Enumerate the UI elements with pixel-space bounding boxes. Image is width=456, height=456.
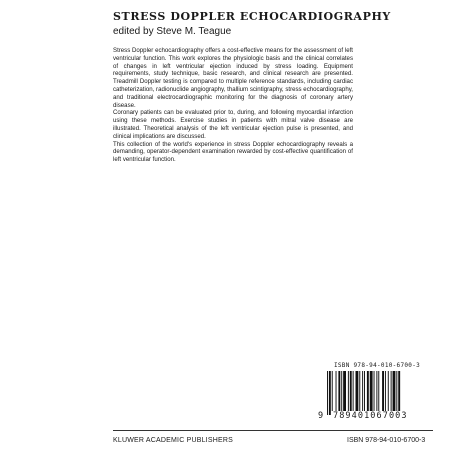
editor-credit: edited by Steve M. Teague: [113, 26, 232, 37]
blurb-paragraph: Coronary patients can be evaluated prior to, during, and following myocardial infarction using these methods. Exercise studies in patients with mitral valve disease are illustrated. Theoretical analysis of the left ventricular ejection pulse is presented, and clinical implications are discussed.: [113, 109, 353, 140]
book-title: STRESS DOPPLER ECHOCARDIOGRAPHY: [113, 10, 391, 23]
isbn-barcode: [318, 362, 436, 426]
barcode-first-digit: 9: [318, 411, 324, 421]
publisher-name: KLUWER ACADEMIC PUBLISHERS: [113, 437, 233, 444]
footer-isbn: ISBN 978-94-010-6700-3: [347, 437, 426, 444]
blurb-paragraph: This collection of the world's experience in stress Doppler echocardiography reveals a demanding, operator-dependent examination rewarded by cost-effective quantification of left ventricular function.: [113, 140, 353, 164]
footer-divider: [113, 430, 433, 431]
barcode-bars-icon: [326, 371, 434, 415]
cover-blurb: [113, 47, 353, 164]
blurb-paragraph: Stress Doppler echocardiography offers a cost-effective means for the assessment of left ventricular function. This work explores the physiologic basis and the clinical correlates of changes in left ventricular ejection induced by stress loading. Equipment requirements, study technique, basic research, and clinical research are presented. Treadmill Doppler testing is compared to multiple reference standards, including cardiac catheterization, radionuclide angiography, thallium scintigraphy, stress echocardiography, and traditional electrocardiographic monitoring for the diagnosis of coronary artery disease.: [113, 47, 353, 109]
barcode-isbn-label: ISBN 978-94-010-6700-3: [333, 362, 421, 369]
barcode-digit-string: 789401067003: [333, 411, 408, 421]
